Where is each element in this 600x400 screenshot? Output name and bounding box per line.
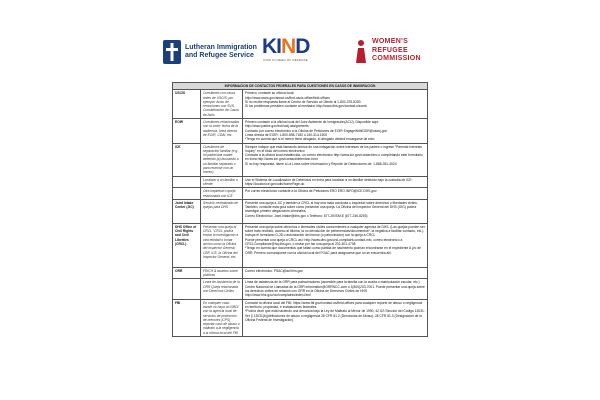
contact-info-cell [243,223,428,267]
kind-letter-i: I [276,35,282,58]
kind-tagline: KIDS IN NEED OF DEFENSE [263,58,308,62]
contact-line: Contacte a la oficina local establecida, un correo electrónico http://www.ice.gov/contact/ero o complétando este formulario en línea http://www.ice.gov/contact/detention-form [245,153,423,162]
contact-line: Correo Electrónico: Joint.Intake@dhs.gov o Teléfono: 877-2INTAKE (877-246-8253) [245,213,368,218]
wrc-logo [353,38,421,64]
wrc-name-line1: WOMEN'S [372,38,409,46]
table-row [173,279,428,299]
contact-info-cell [243,176,428,188]
contact-line: Puede presentar una queja a CRCL así: http://www.dhs.gov/crcl-complaint-contact-info, correo electrónico a CRCLCompliance@hq.dhs.gov, o enviar por fax una queja al 202-401-4708 [245,237,403,247]
contact-info-cell [243,279,428,299]
contact-line: Si los problemas persisten contacte al mediador http://www.dhs.gov/contact-cisomb [245,104,367,109]
lirs-cross-icon [163,40,181,64]
contact-line: Si no recibe respuesta llame al Centro de Servicio al Cliente al 1-800-375-5283 [245,99,361,104]
kind-logo [262,36,309,62]
contact-line: Contacto por correo electrónico a la Oficina de Peticiones de EOIR EngageWithEOIR@usdoj.gov [245,128,388,133]
contact-info-cell [243,143,428,176]
contact-line: Línea de asistencia de la ORR para patrocinadores (accesible para la familia con la cuarta o matriculación escolar, etc.) Centro Nacional de Llamadas de la ORR information@ORRNCC.com o 1(800)203-7001. Puede presentar una queja sobre los derechos civiles en relación con ORR en la Oficina de Derechos Civiles de HHS http://www.hhs.gov/ocr/complaints/index.html [245,280,425,298]
kind-letter-k: K [262,35,277,58]
lirs-name-line1: Lutheran Immigration [185,43,257,51]
contact-info-cell [243,119,428,143]
contact-line: Primero contacte a la oficina local del Juez Asistente de Inmigración(ACIJ). Disponible aquí: [245,120,380,125]
agency-cell [173,279,201,299]
agency-cell [173,176,201,188]
agency-cell: ORR [173,267,201,279]
contact-line: Correo electrónico: PSAC@acf.hhs.gov [245,268,303,273]
contact-line: http://www.uscis.gov/about-us/find-uscis-office/field-offices [245,95,330,100]
issue-cell: Cuestiones de separación familiar (e.g., mi padre/una madre detenido (a) buscando a un familiar separado o para reunirse con un menor) [201,143,243,176]
contact-line: Use el Sistema de Localización de Detenidos en línea para localizar a un familiar detenido bajo la custodia de ICE: https://locator.ice.gov/odls/homePage.do [245,177,413,186]
table-row [173,119,428,143]
table-row [173,90,428,119]
contact-line: Si no hay respuesta, llame a La Línea sobre Información y Reporte de Detenciones de: 1-888-351-4024 [245,161,397,166]
contact-line: Línea directa de EOIR: 1-800-898-7180 o 240-314-1500 [245,132,328,137]
wrc-name-line2: REFUGEE [372,46,408,54]
contact-line: Primero, contacte su oficina local: [245,91,295,96]
table-row [173,267,428,279]
agency-cell: FBI [173,299,201,336]
table-row [173,188,428,200]
agency-cell: USCIS [173,90,201,119]
kind-letter-n: N [281,35,296,58]
issue-cell: Cuestiones relacionadas con la corte: fecha de la audiencia, línea directa de EOIR, CDAI, etc. [201,119,243,143]
contact-line: *Tengo en cuenta que documentos que faltan como partida de nacimiento podrían encontrarse en el expediente A y/o de ORR. Primero comuníquese con la oficina local del FOAC para asegurarse que no se encuentra allí. [245,246,421,255]
contact-line: Presente una queja sobre derechos o libertades civiles concernientes a cualquier agencia de DHS. (Las quejas pueden ser sobre trato recibido, acceso al idioma, la no devolución de pertenencias/documentos*, la negativa a facilitar contacto, etc.). [245,224,425,234]
contact-line: http://www.justice.gov/eoir/acij-assignments [245,124,309,129]
table-row [173,199,428,223]
lirs-name-line2: and Refugee Service [185,52,254,59]
issue-cell: FRICH & asuntos sobre políticas [201,267,243,279]
kind-letter-d: D [295,35,310,58]
issue-cell: Línea de Asistencia de la ORR Queja relacionada con Derechos Civiles [201,279,243,299]
contact-line: Incluya el formulario G-28 o autorización del menor (o patrocinador) con la queja a CRCL [245,233,376,238]
agency-cell: EOIR [173,119,201,143]
contact-line: Por correo electrónico contacte a la Oficina de Peticiones ERO ERO.INFO@ICE.DHS.gov [245,189,377,194]
issue-cell: Cuestiones con casos antes de USCIS; por ejemplo: Aviso de remociones con SVS, Consideración de Casos de Asilo [201,90,243,119]
contact-info-cell [243,299,428,336]
contact-line: Siempre indique que está llamando acerca de una indagación sobre intereses de los padres o ingrese "Parental Interests Inquiry" en el título del correo electrónico [245,144,422,153]
issue-cell: Servicio centralizado de quejas para DHS [201,199,243,223]
agency-cell [173,188,201,200]
table-title: INFORMACION DE CONTACTOS FEDERALES PARA CUESTIONES EN CASOS DE INMIGRACION [173,83,428,90]
issue-cell: Presentar una queja al CRCL "CRCL podría enviar la investigación a otra entidad o tomar acción como la Oficina del Inspector General, CBP, ICE, la Oficina del Inspector General, etc. [201,223,243,267]
issue-cell: En cualquier caso, donde no haya un NRD/ con la agencia local de servicios de protección de menores (CPS) reportar caso de abuso o maltrato a la negligencia a la oficina local del FBI [201,299,243,336]
table-row [173,299,428,336]
wrc-name-line3: COMMISSION [372,55,421,63]
table-row [173,176,428,188]
issue-cell: Otra inquietud o queja relacionada con ICE [201,188,243,200]
contacts-table [172,82,428,337]
contact-line: *Tengo en cuenta que si el menor tiene abogado, el abogado deberá encargarse de esto [245,137,375,142]
lirs-logo [163,40,257,64]
table-row [173,143,428,176]
contact-line: Presente una queja a JIC y también a CRCL si hay una mala conducta o inquietud sobre derechos o libertades civiles. También, consulte esta guía sobre cómo presentar una queja. La Oficina del Inspector General del DHS (OIG) podría investigar primero alegaciones criminales. [245,200,418,214]
contact-line: Contacte la oficina local del FBI: https://www.fbi.gov/contact-us/field-offices para cualquier reporte de abuso o negligencia en territorio, propiedad, e instalaciones federales. [245,300,423,309]
issue-cell: Localizar a un familiar o cliente [201,176,243,188]
agency-cell: ICE [173,143,201,176]
table-header-row [173,83,428,90]
logo-bar [0,36,600,72]
table-row [173,223,428,267]
contact-info-cell [243,199,428,223]
contact-info-cell [243,90,428,119]
contact-info-cell [243,188,428,200]
contact-info-cell [243,267,428,279]
contact-line: *Podría decir que está haciendo una denuncia bajo la Ley de Maltrato al Menor de 1990, 42 US Sección del Código 13031. Ver § 13031(b)(definiciones de abuso o negligencia 28 CFR 81.2 (Denuncias de Abuso), 28 CFR 81.3 (Designación de la Oficina Federal de Investigación). [245,309,425,322]
agency-cell: Joint Intake Center (JIC) [173,199,201,223]
wrc-figure-icon [353,38,369,64]
agency-cell: DHS Office of Civil Rights and Civil Liberties (CRCL) [173,223,201,267]
